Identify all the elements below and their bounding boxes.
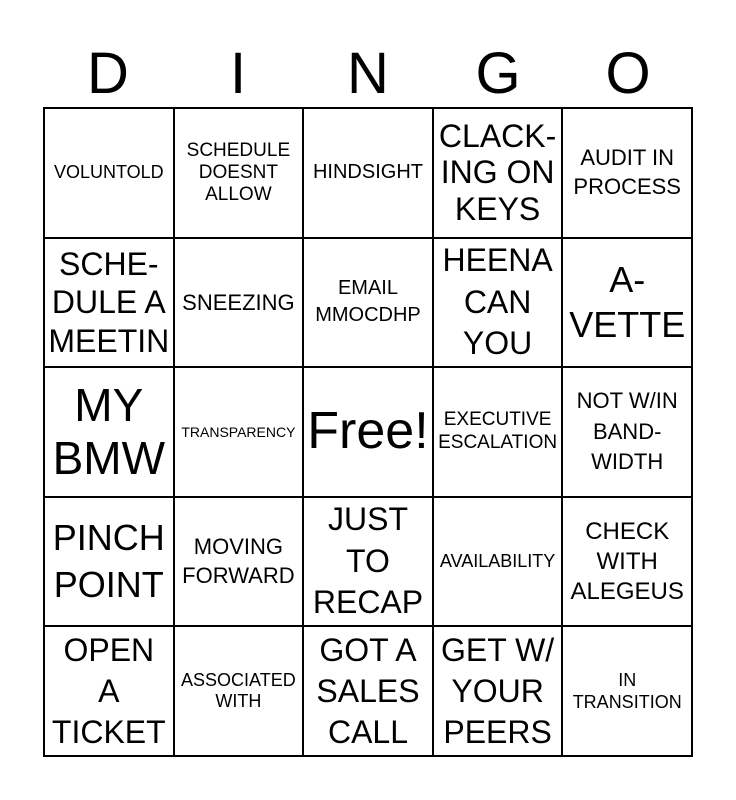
cell-text: VOLUNTOLD [53,162,164,183]
cell-text: HINDSIGHT [312,161,423,184]
bingo-cell[interactable] [303,497,433,627]
bingo-cell[interactable] [433,626,563,756]
bingo-cell[interactable] [174,367,304,497]
bingo-cell[interactable] [44,497,174,627]
bingo-cell[interactable] [433,108,563,238]
cell-text: TRANSPARENCY [181,423,296,440]
bingo-cell[interactable] [433,367,563,497]
cell-text: PINCH POINT [52,516,165,605]
free-space[interactable] [303,367,433,497]
cell-text: NOT W/IN BAND- WIDTH [576,387,678,475]
bingo-cell[interactable] [174,238,304,368]
cell-text: SNEEZING [182,289,295,315]
cell-text: AUDIT IN PROCESS [573,145,681,199]
bingo-cell[interactable] [433,238,563,368]
cell-text: EMAIL MMOCDHP [315,277,421,327]
title-letter: N [347,41,389,106]
cell-text: GOT A SALES CALL [316,631,420,750]
cell-text: MOVING FORWARD [182,534,295,588]
cell-text: AVAILABILITY [439,551,556,572]
cell-text: IN TRANSITION [572,669,682,713]
cell-text: EXECUTIVE ESCALATION [438,409,558,453]
bingo-cell[interactable] [562,497,692,627]
cell-text: MY BMW [52,379,165,484]
bingo-cell[interactable] [303,108,433,238]
cell-text: HEENA CAN YOU [442,242,553,362]
cell-text: ASSOCIATED WITH [181,669,296,712]
bingo-card [43,107,693,757]
cell-text: CHECK WITH ALEGEUS [570,517,684,605]
bingo-cell[interactable] [44,108,174,238]
cell-text: JUST TO RECAP [312,501,424,621]
bingo-cell[interactable] [303,626,433,756]
bingo-cell[interactable] [562,626,692,756]
bingo-cell[interactable] [562,238,692,368]
bingo-cell[interactable] [562,367,692,497]
bingo-cell[interactable] [174,108,304,238]
cell-text: Free! [307,402,429,461]
title-letter: O [605,41,651,106]
bingo-cell[interactable] [562,108,692,238]
bingo-cell[interactable] [433,497,563,627]
bingo-cell[interactable] [174,626,304,756]
cell-text: CLACK- ING ON KEYS [438,117,557,228]
bingo-cell[interactable] [44,626,174,756]
bingo-title [43,42,693,106]
cell-text: SCHE- DULE A MEETIN [48,245,170,359]
title-letter: I [229,41,247,106]
cell-text: SCHEDULE DOESNT ALLOW [186,140,291,205]
cell-text: OPEN A TICKET [51,631,166,750]
bingo-cell[interactable] [44,367,174,497]
bingo-cell[interactable] [303,238,433,368]
bingo-cell[interactable] [174,497,304,627]
title-letter: D [87,41,129,106]
cell-text: GET W/ YOUR PEERS [441,631,555,750]
bingo-cell[interactable] [44,238,174,368]
cell-text: A- VETTE [569,259,686,346]
title-letter: G [475,41,521,106]
